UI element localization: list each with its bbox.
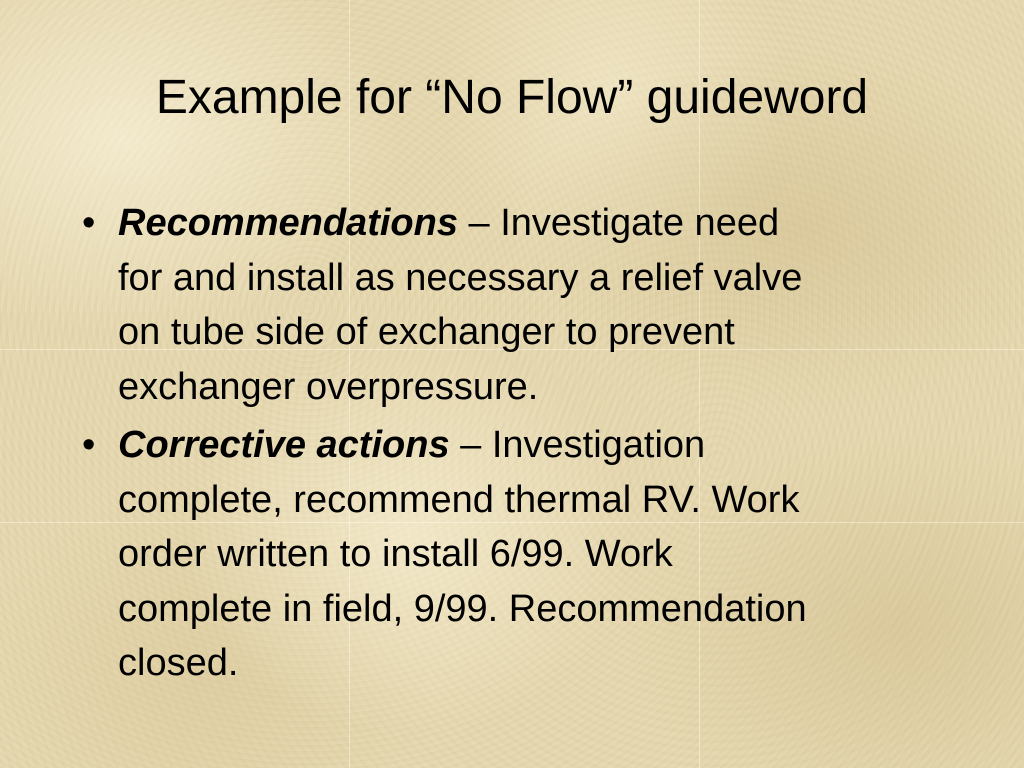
bullet-line: for and install as necessary a relief valve [118, 256, 803, 299]
bullet-term: Corrective actions [118, 424, 450, 466]
bullet-icon: • [82, 202, 96, 244]
bullet-line: closed. [118, 642, 239, 684]
bullet-term: Recommendations [118, 202, 458, 244]
bullet-line: complete, recommend thermal RV. Work [118, 478, 800, 521]
bullet-line: on tube side of exchanger to prevent [118, 311, 735, 353]
slide-title: Example for “No Flow” guideword [155, 71, 869, 124]
bullet-item-recommendations [72, 196, 972, 414]
bullet-text: – Investigation [449, 424, 706, 466]
bullet-line [118, 196, 972, 251]
bullet-line [118, 418, 972, 473]
bullet-list [72, 196, 972, 695]
bullet-line: order written to install 6/99. Work [118, 533, 673, 575]
bullet-line: complete in field, 9/99. Recommendation [118, 587, 807, 630]
bullet-line: exchanger overpressure. [118, 365, 539, 408]
bullet-text: – Investigate need [457, 202, 780, 244]
bullet-item-corrective-actions [72, 418, 972, 691]
bullet-icon: • [82, 424, 96, 466]
